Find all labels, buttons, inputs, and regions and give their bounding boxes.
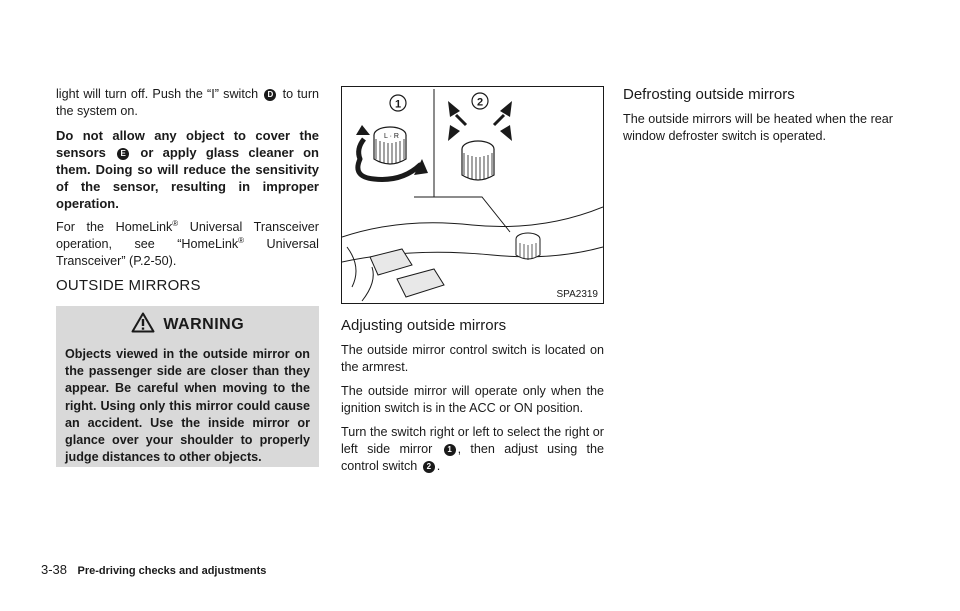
warning-triangle-icon	[131, 312, 155, 338]
paragraph-switch-location: The outside mirror control switch is located on the armrest.	[341, 343, 604, 374]
paragraph-ignition: The outside mirror will operate only when the ignition switch is in the ACC or ON position.	[341, 384, 604, 415]
callout-1-label: 1	[395, 98, 402, 111]
paragraph-select-mirror: Turn the switch right or left to select the right or left side mirror 1 , then adjust using the control switch 2 .	[341, 425, 605, 473]
left-column	[56, 86, 319, 467]
running-title: Pre-driving checks and adjustments	[77, 565, 267, 577]
mirror-switch-drawing	[342, 87, 603, 303]
paragraph-sensor-caution: Do not allow any object to cover the sensors E or apply glass cleaner on them. Doing so will reduce the sensitivity of the sensor, resulting in improper operation.	[56, 128, 319, 211]
paragraph-homelink-switch: light will turn off. Push the “I” switch D to turn the system on.	[56, 87, 320, 118]
warning-title: WARNING	[163, 316, 245, 333]
page-number: 3-38	[41, 562, 68, 577]
mirror-switch-illustration	[341, 86, 604, 304]
subheading-defrosting: Defrosting outside mirrors	[623, 86, 795, 103]
page-footer	[41, 561, 266, 579]
paragraph-defrost: The outside mirrors will be heated when the rear window defroster switch is operated.	[623, 112, 893, 143]
right-column	[623, 86, 893, 152]
subheading-adjusting: Adjusting outside mirrors	[341, 317, 507, 334]
middle-column	[341, 86, 604, 482]
callout-2-label: 2	[477, 96, 484, 109]
section-title: OUTSIDE MIRRORS	[56, 277, 201, 294]
warning-box	[56, 306, 319, 467]
warning-text: Objects viewed in the outside mirror on the passenger side are closer than they appear. Be careful when moving to the right. Using only this mirror could cause an accident. Use the inside mirror or glance over your shoulder to properly judge distances to other objects.	[65, 347, 310, 465]
paragraph-homelink-reference: For the HomeLink® Universal Transceiver operation, see “HomeLink® Universal Transceiver” (P.2-50).	[56, 218, 319, 268]
callout-d-marker: D	[264, 89, 276, 101]
callout-2-marker: 2	[423, 461, 435, 473]
svg-text:L · R: L · R	[384, 133, 399, 140]
callout-1-marker: 1	[444, 444, 456, 456]
callout-e-marker: E	[117, 148, 129, 160]
warning-header	[56, 312, 319, 338]
figure-id: SPA2319	[556, 289, 598, 300]
